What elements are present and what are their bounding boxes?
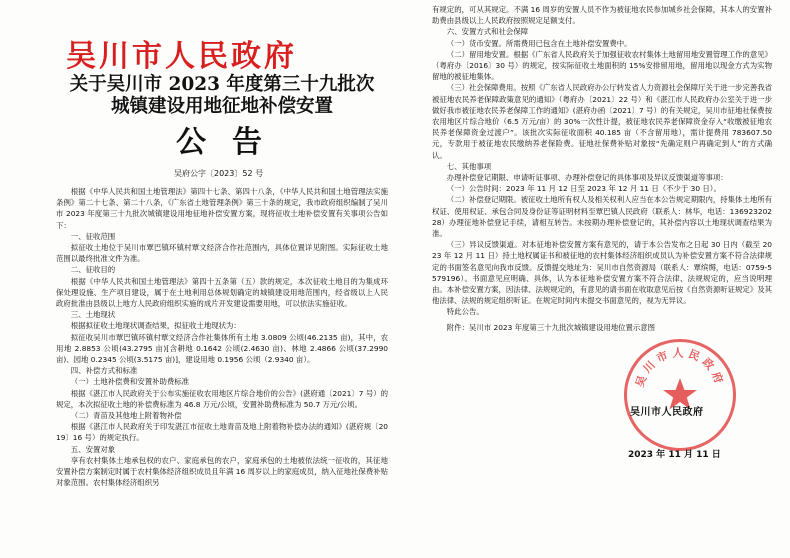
paragraph-notice-period: （一）公告时间：2023 年 11 月 12 日至 2023 年 12 月 11 日（不少于 30 日）。 — [446, 184, 721, 194]
signing-date: 2023 年 11 月 11 日 — [628, 449, 721, 460]
section-heading-resettlement-targets: 五、安置对象 — [70, 444, 116, 454]
signing-organization: 吴川市人民政府 — [630, 406, 704, 418]
section-heading-compensation: 四、补偿方式和标准 — [70, 366, 138, 376]
section-heading-resettlement-method: 六、安置方式和社会保障 — [446, 27, 529, 37]
paragraph-crops: 根据《湛江市人民政府关于印发湛江市征收土地青苗及地上附着物补偿办法的通知》(湛府规〔2019〕16 号）的规定执行。 — [56, 422, 388, 443]
attachment-line: 附件：吴川市 2023 年度第三十九批次城镇建设用地位置示意图 — [446, 322, 656, 332]
paragraph-land-status-intro: 根据拟征收土地现状调查结果，拟征收土地现状为： — [70, 321, 241, 331]
paragraph-purpose: 根据《中华人民共和国土地管理法》第四十五条第（五）款的规定，本次征收土地目的为集成环保处理设施、生产项目建设，属于在土地利用总体规划确定的城镇建设用地范围内，经省级以上人民政府批准由县级以上地方人民政府组织实施的成片开发建设需要用地，可以依法实施征收。 — [56, 276, 388, 309]
section-heading-other-matters: 七、其他事项 — [446, 161, 492, 171]
paragraph-social-security: （三）社会保障费用。按照《广东省人民政府办公厅转发省人力资源社会保障厅关于进一步完善我省被征地农民养老保障政策意见的通知》（粤府办〔2021〕22 号）和《湛江市人民政府办公室关于进一步做好我市被征地农民养老保障工作的通知》(湛府办函〔2021〕7 号）的有关规定，吴川市征地社保费按农用地区片综合地价（6.5 万元/亩）的 30%一次性计提，被征地农民养老保障资金存入“收缴被征地农民养老保障资金过渡户”。该批次实际征收面积 40.185 亩（不含留用地），需计提费用 783607.50 元，专款用于被征地农民缴纳养老保险费。征地社保费补贴对象按“先确定则户再确定到人”的方式确认。 — [432, 83, 772, 160]
paragraph-reserved-land: （二）留用地安置。根据《广东省人民政府关于加强征收农村集体土地留用地安置管理工作的意见》（粤府办〔2016〕30 号）的规定，按实际征收土地面积的 15%安排留用地，留用地以现金方式为实物留地的被征地集体。 — [432, 49, 772, 82]
government-name-header: 吴川市人民政府 — [66, 39, 297, 74]
paragraph-land-compensation: 根据《湛江市人民政府关于公布实施征收农用地区片综合地价的公告》(湛府通〔2021〕7 号）的规定，本次拟征收土地的补偿费标准为 46.8 万元/公顷，安置补助费标准为 50.7 万元/公顷。 — [56, 388, 388, 409]
seal-graphic — [627, 342, 733, 448]
intro-paragraph: 根据《中华人民共和国土地管理法》第四十七条、第四十八条，《中华人民共和国土地管理法实施条例》第二十七条、第二十八条，《广东省土地管理条例》第三十条的规定，我市政府组织编制了吴川市 2023 年度第三十九批次城镇建设用地征地补偿安置方案，现将征收土地补偿安置有关事项公告如下： — [56, 187, 388, 230]
left-column — [56, 4, 388, 488]
official-seal — [624, 339, 736, 451]
subsection-monetary-resettlement: （一）货币安置。所需费用已包含在土地补偿安置费中。 — [446, 38, 632, 48]
paragraph-objection-channel: （三）异议反馈渠道。对本征地补偿安置方案有意见的，请于本公告发布之日起 30 日内（截至 2023 年 12 月 11 日）持土地权属证书和被征地的农村集体经济组织成员认为补偿安置方案不符合法律规定的书面签名意见向我市反馈。反馈提交地址为：吴川市自然资源局（联系人：覃缤缛，电话：0759-5579196）。书面意见应明确、具体，认为本征地补偿安置方案不符合法律、法规规定的，应当说明理由。本补偿安置方案，因法律、法规规定的，有意见的请书面在收取意见后按《自然资源听证规定》及其他法律、法规的规定组织听证。在规定时间内未提交书面意见的，视为无异议。 — [432, 240, 772, 306]
notice-subtitle-line-1: 关于吴川市 2023 年度第三十九批次 — [69, 74, 375, 95]
notice-title: 公告 — [176, 125, 288, 160]
section-heading-purpose: 二、征收目的 — [70, 265, 116, 275]
section-heading-land-status: 三、土地现状 — [70, 310, 116, 320]
signature-area — [432, 339, 772, 459]
paragraph-registration: （二）补偿登记期限。被征收土地所有权人及相关权利人应当在本公告规定期限内，持集体土地所有权证、使用权证、承包合同及身份证等证明材料至覃巴镇人民政府（联系人：林华，电话：13692320228）办理征地补偿登记手续，请相互转告。未按期办理补偿登记的，其补偿内容以土地现状调查结果为准。 — [432, 195, 772, 239]
notice-subtitle-line-2: 城镇建设用地征地补偿安置 — [110, 96, 333, 117]
document-number: 吴府公字〔2023〕52 号 — [174, 169, 264, 178]
right-column — [432, 4, 772, 459]
paragraph-scope: 拟征收土地位于吴川市覃巴镇环镇村覃文经济合作社范围内，具体位置详见附图。实际征收土地范围以最终批准文件为准。 — [56, 243, 388, 264]
section-heading-scope: 一、征收范围 — [70, 231, 116, 241]
svg-text:吴川市人民政府: 吴川市人民政府 — [633, 346, 727, 389]
subsection-heading-land-compensation: （一）土地补偿费和安置补助费标准 — [70, 377, 190, 387]
paragraph-resettlement-targets: 享有农村集体土地承包权的农户、家庭承包的农户，家庭承包的土地被依法统一征收的，其征地安置补偿方案制定时属于农村集体经济组织成员且年满 16 周岁以上的家庭成员，纳入征地社保费补贴对象范围。农村集体经济组织另 — [56, 455, 388, 488]
paragraph-land-status-detail: 拟征收吴川市覃巴镇环镇村覃文经济合作社集体所有土地 3.0809 公顷(46.2135 亩)，其中，农用地 2.8853 公顷(43.2795 亩)[含耕地 0.1642 公顷(2.4630 亩)、林地 2.4866 公顷(37.2990 亩)、园地 0.2345 公顷(3.5175 亩)]，建设用地 0.1956 公顷（2.9340 亩）。 — [56, 332, 388, 365]
paragraph-other-intro: 办理补偿登记期限、申请听证事项、办理补偿登记的具体事项及异议反馈渠道等事项： — [446, 173, 728, 183]
subsection-heading-crops: （二）青苗及其他地上附着物补偿 — [70, 411, 182, 421]
paragraph-closing: 特此公告。 — [446, 307, 484, 317]
paragraph-continued: 有规定的，可从其规定。不满 16 周岁的安置人员不作为被征地农民参加城乡社会保障，其本人的安置补助费由县级以上人民政府按照规定足额支付。 — [432, 5, 772, 26]
